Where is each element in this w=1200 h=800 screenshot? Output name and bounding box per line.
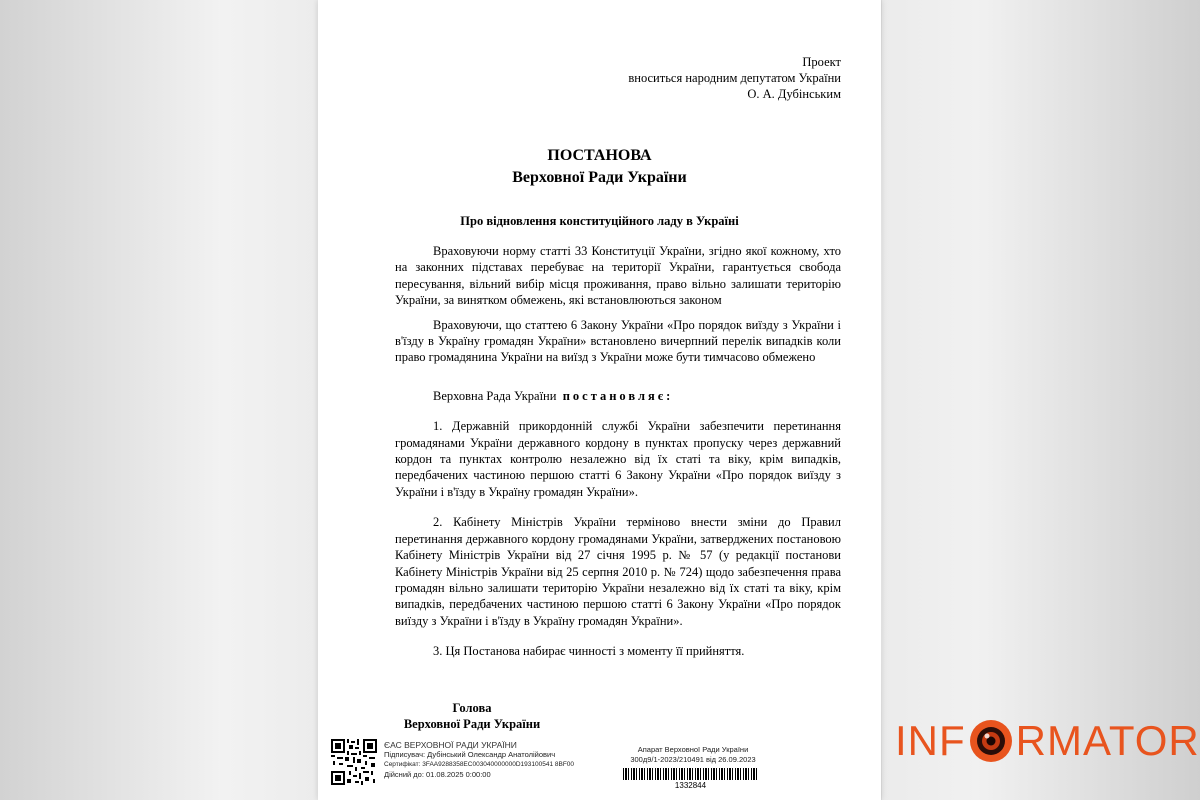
document-page: [318, 0, 881, 800]
document-subject: Про відновлення конституційного ладу в Україні: [460, 214, 739, 228]
project-submitter-name: О. А. Дубінським: [747, 87, 841, 101]
background-right: [882, 0, 1200, 800]
qr-code-icon: [331, 739, 377, 785]
barcode-number: 1332844: [674, 781, 707, 790]
title-type: ПОСТАНОВА: [547, 147, 652, 164]
preamble-paragraph: Враховуючи, що статтею 6 Закону України «Про порядок виїзду з України і в'їзду в Україну громадян України» встановлено вичерпний перелік випадків коли право громадянина України на виїзд з України може бути тимчасово обмежено: [395, 317, 841, 365]
esig-system: ЄАС ВЕРХОВНОЇ РАДИ УКРАЇНИ: [384, 740, 517, 750]
electronic-signature: [384, 740, 574, 780]
resolution-item: 1. Державній прикордонній службі України забезпечити перетинання громадянами України державного кордону в пунктах пропуску через державний кордон та пунктах контролю незалежно від їх статі та віку, крім випадків, передбачених частиною першою статті 6 Закону України «Про порядок виїзду з України і в'їзду в Україну громадян України».: [395, 419, 841, 499]
resolution-item: 3. Ця Постанова набирає чинності з моменту її прийняття.: [433, 644, 745, 659]
signer-title: Голова: [452, 701, 492, 715]
signature-block: [398, 700, 546, 732]
esig-valid: Дійсний до: 01.08.2025 0:00:00: [384, 770, 491, 779]
logo-text-right: RMATOR: [1015, 717, 1200, 764]
esig-certificate: Сертифікат: 3FAA9288358EC003040000000D193100541 8BF00: [384, 761, 575, 768]
logo-text-left: INF: [895, 717, 966, 764]
project-submitter-line: вноситься народним депутатом України: [628, 71, 841, 85]
background-left: [0, 0, 318, 800]
resolution-item: 2. Кабінету Міністрів України терміново внести зміни до Правил перетинання державного кордону громадянами України, затверджених постановою Кабінету Міністрів України від 27 січня 1995 р. № 57 (у редакції постанови Кабінету Міністрів України від 25 серпня 2010 р. № 724) щодо забезпечення права громадян вільно залишати територію України незалежно від їх статі та віку, крім випадків, передбачених частиною першою статті 6 Закону України «Про порядок виїзду з України і в'їзду в Україну громадян України».: [395, 515, 841, 628]
project-header: [628, 54, 841, 102]
esig-signer: Підписувач: Дубінський Олександр Анатолійович: [384, 750, 556, 759]
informator-logo: [895, 716, 1200, 766]
registration-stamp: [623, 745, 763, 765]
barcode-icon: [623, 768, 758, 780]
registration-office: Апарат Верховної Ради України: [637, 745, 749, 754]
resolution-prefix: Верховна Рада України: [433, 388, 557, 403]
resolution-clause: [395, 388, 841, 404]
project-label: Проект: [802, 55, 841, 69]
title-issuer: Верховної Ради України: [512, 169, 687, 186]
document-body: [395, 243, 841, 660]
document-title: [318, 145, 881, 189]
resolution-word: постановляє:: [562, 388, 674, 403]
registration-number: 300д9/1-2023/210491 від 26.09.2023: [630, 755, 756, 764]
eye-icon: [968, 718, 1014, 764]
signer-body: Верховної Ради України: [403, 717, 541, 731]
preamble-paragraph: Враховуючи норму статті 33 Конституції України, згідно якої кожному, хто на законних підставах перебуває на території України, гарантується свобода пересування, вільний вибір місця проживання, право вільно залишати територію України, за винятком обмежень, які встановлюються законом: [395, 244, 841, 308]
